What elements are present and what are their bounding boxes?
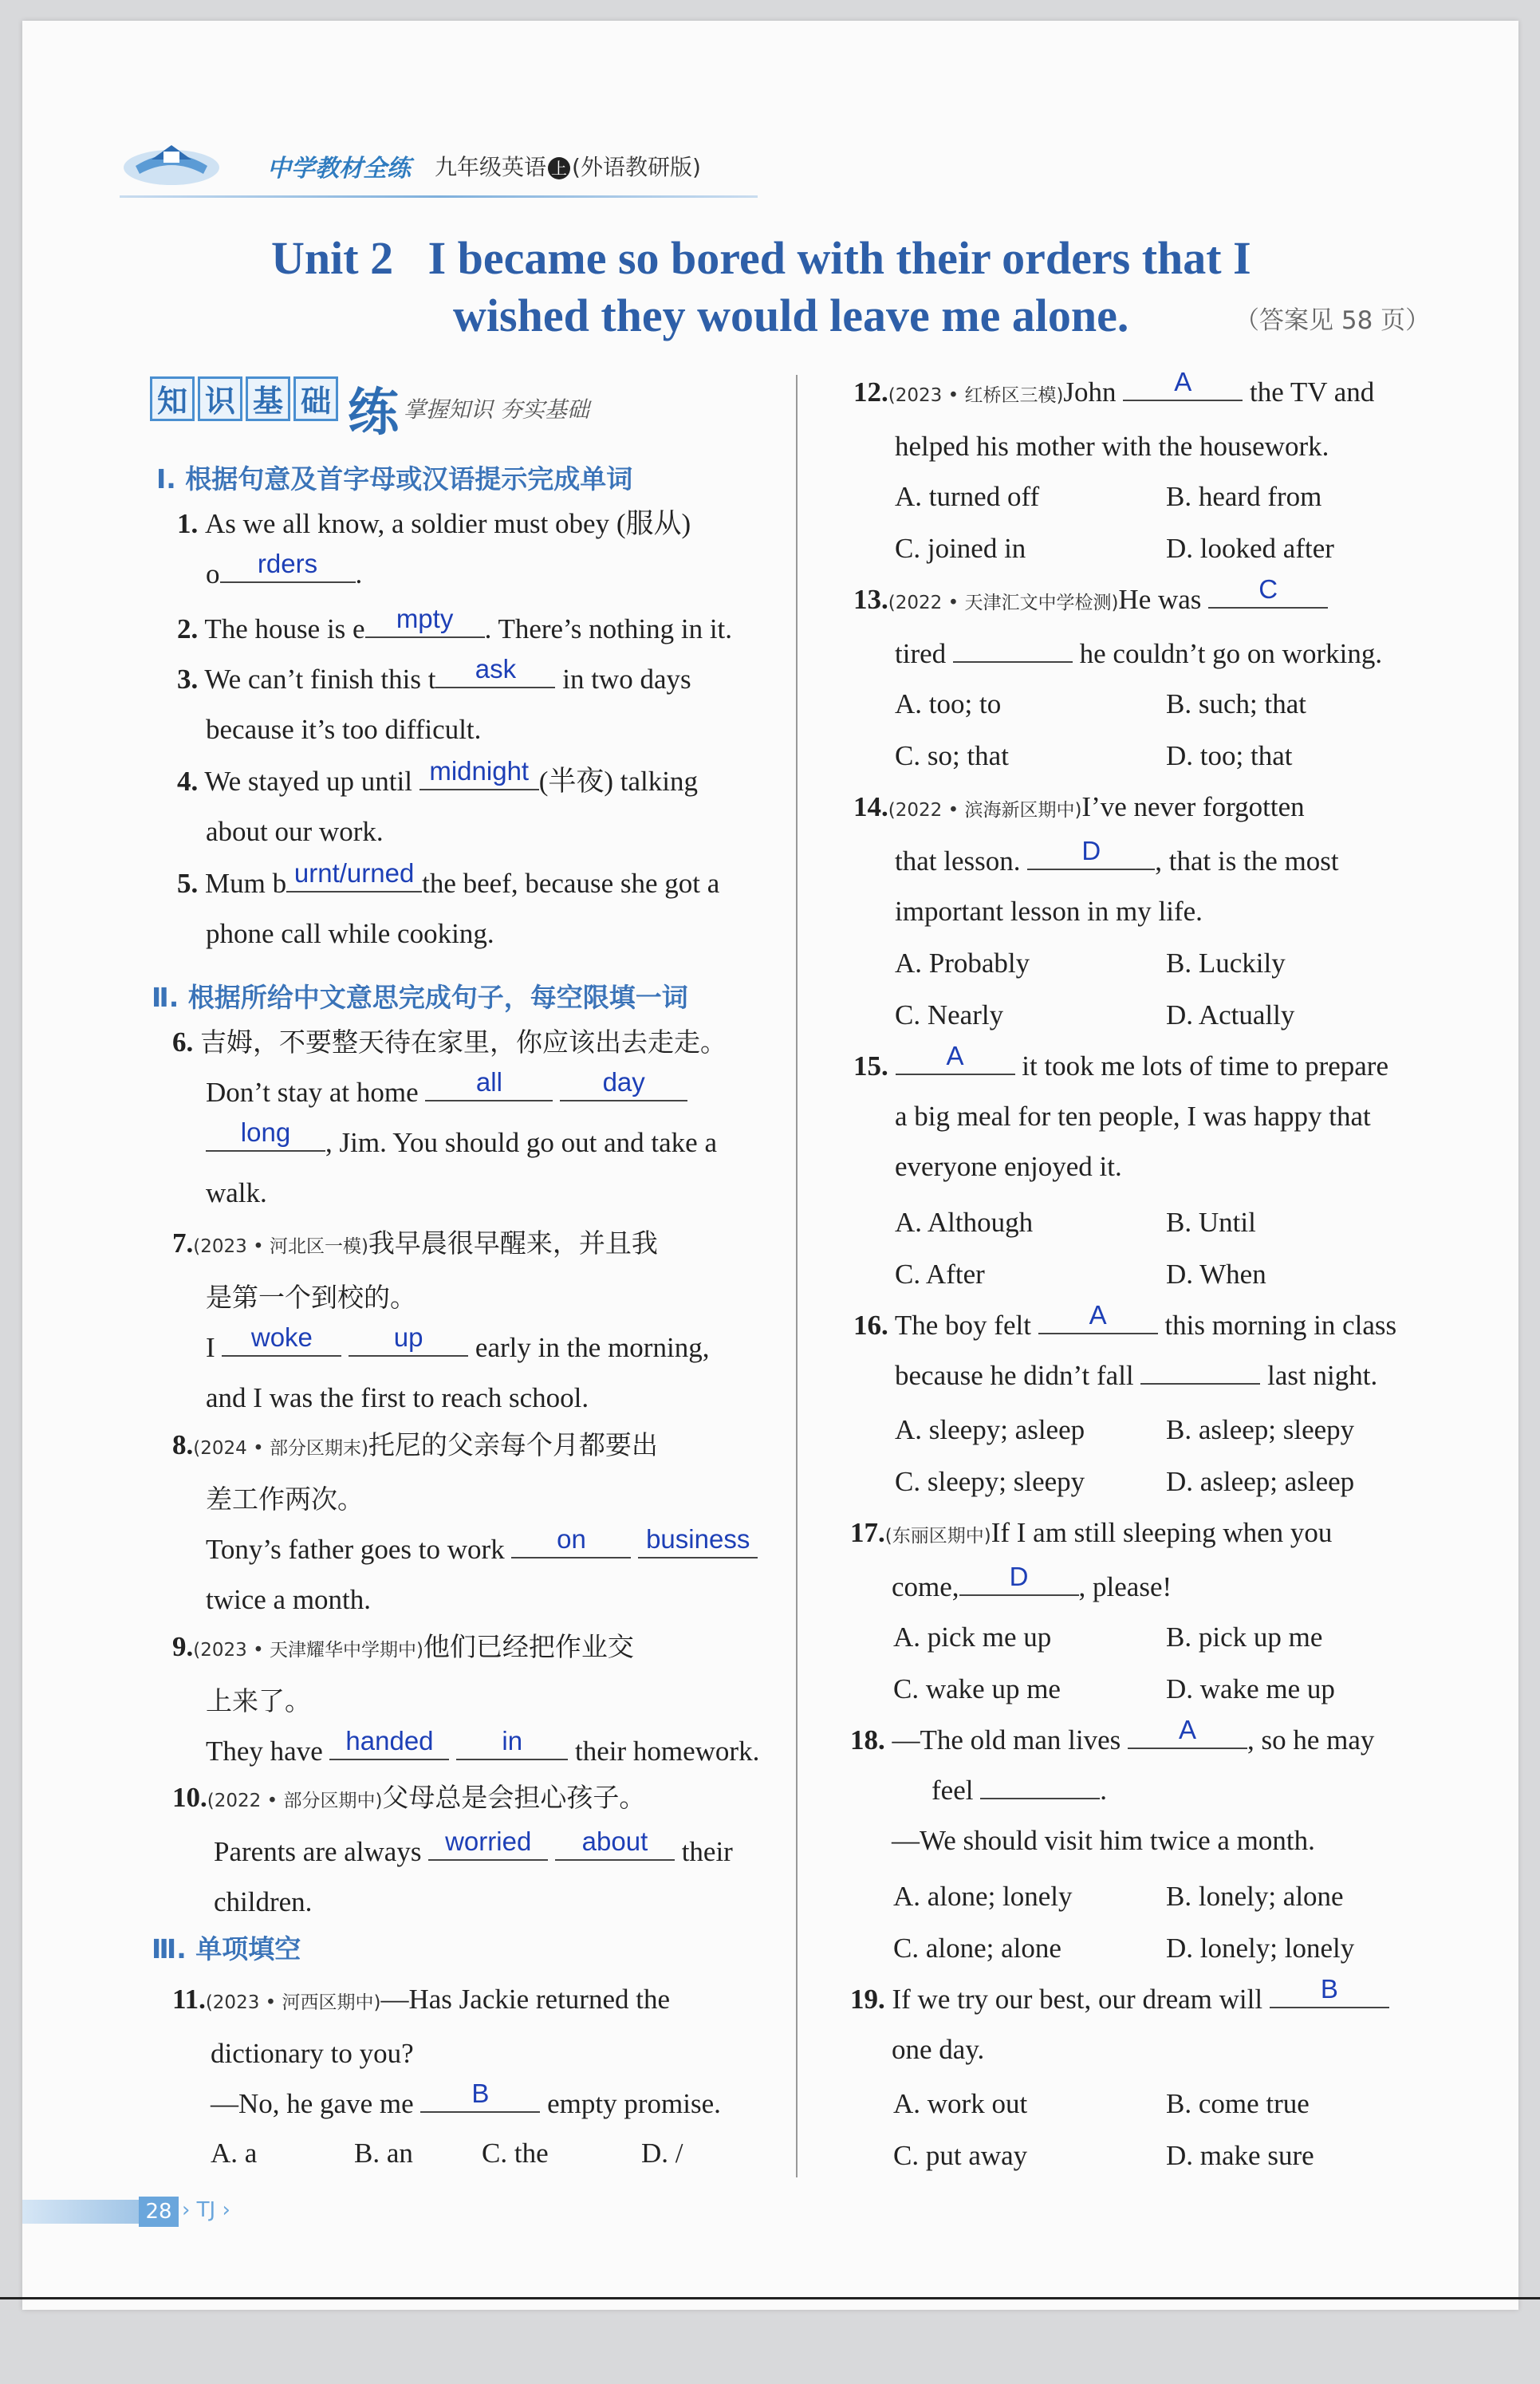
answer-blank[interactable] (1140, 1351, 1260, 1385)
question-3: 3. We can’t finish this t ask in two days because it’s too difficult. (177, 654, 691, 745)
series-name: 中学教材全练 (267, 155, 411, 183)
option[interactable]: A. Although (895, 1207, 1034, 1238)
option[interactable]: D. too; that (1166, 740, 1293, 771)
answer-blank[interactable]: midnight (419, 757, 539, 790)
question-10: 10.(2022 • 部分区期中)父母总是会担心孩子。 Parents are always worried about their children. (172, 1782, 733, 1917)
answer-blank[interactable]: business (638, 1525, 758, 1558)
question-13: 13.(2022 • 天津汇文中学检测)He was C tired he couldn’t go on working. (853, 574, 1383, 669)
option[interactable]: B. come true (1166, 2088, 1310, 2119)
banner-char: 基 (246, 376, 290, 421)
answer-blank[interactable]: on (511, 1525, 631, 1558)
question-1: 1. As we all know, a soldier must obey (服从) o rders . (177, 508, 691, 589)
answer-blank[interactable]: all (425, 1068, 553, 1101)
option[interactable]: B. lonely; alone (1166, 1881, 1344, 1912)
answer-blank[interactable]: up (349, 1323, 468, 1357)
option[interactable]: D. / (641, 2138, 683, 2169)
option[interactable]: C. After (895, 1259, 985, 1290)
question-15: 15. A it took me lots of time to prepare a big meal for ten people, I was happy that everyone enjoyed it. (853, 1041, 1389, 1182)
answer-blank[interactable]: D (1027, 837, 1155, 870)
answer-blank[interactable]: woke (222, 1323, 341, 1357)
banner-char: 础 (293, 376, 338, 421)
option[interactable]: D. When (1166, 1259, 1266, 1290)
answer-blank[interactable]: D (959, 1562, 1079, 1596)
footer-bar (22, 2200, 142, 2224)
answer-blank[interactable]: B (420, 2079, 540, 2113)
question-7: 7.(2023 • 河北区一模)我早晨很早醒来，并且我 是第一个到校的。 I woke up early in the morning, and I was the first to reach school. (172, 1227, 710, 1413)
question-2: 2. The house is e mpty . There’s nothing in it. (177, 604, 733, 644)
unit-title-line1: Unit 2 I became so bored with their orders that I (271, 232, 1251, 284)
page-number: 28 (139, 2197, 179, 2227)
question-9: 9.(2023 • 天津耀华中学期中)他们已经把作业交 上来了。 They have handed in their homework. (172, 1631, 760, 1767)
column-divider (796, 375, 798, 2177)
answer-blank[interactable]: A (1123, 368, 1243, 401)
option[interactable]: A. alone; lonely (893, 1881, 1073, 1912)
footer-label: › TJ › (182, 2198, 230, 2222)
page-footer (22, 2193, 262, 2228)
page-header (120, 142, 774, 190)
answer-blank[interactable]: A (896, 1042, 1015, 1075)
option[interactable]: D. Actually (1166, 999, 1295, 1030)
scan-edge (0, 2297, 1540, 2299)
grade-label: 九年级英语 上 (外语教研版) (435, 154, 701, 180)
question-11: 11.(2023 • 河西区期中)—Has Jackie returned the dictionary to you? —No, he gave me B empty promise. (172, 1984, 721, 2119)
answer-blank[interactable]: worried (428, 1827, 548, 1861)
part2-heading: Ⅱ. 根据所给中文意思完成句子，每空限填一词 (152, 982, 688, 1013)
option[interactable]: B. Until (1166, 1207, 1256, 1238)
answer-blank[interactable]: A (1038, 1301, 1158, 1334)
volume-badge: 上 (548, 157, 570, 179)
banner-slogan: 掌握知识 夯实基础 (404, 396, 589, 423)
option[interactable]: C. alone; alone (893, 1933, 1061, 1964)
answer-blank[interactable]: handed (329, 1727, 449, 1760)
question-4: 4. We stayed up until midnight (半夜) talking about our work. (177, 756, 699, 847)
answer-blank[interactable]: C (1208, 575, 1328, 609)
answer-blank[interactable]: ask (435, 655, 555, 688)
question-14: 14.(2022 • 滨海新区期中)I’ve never forgotten that lesson. D , that is the most important lesson in my life. (853, 791, 1339, 927)
part3-heading: Ⅲ. 单项填空 (152, 1933, 301, 1964)
option[interactable]: A. work out (893, 2088, 1028, 2119)
option[interactable]: D. wake me up (1166, 1673, 1335, 1704)
option[interactable]: D. lonely; lonely (1166, 1933, 1355, 1964)
answer-blank[interactable]: mpty (365, 605, 485, 638)
option[interactable]: D. make sure (1166, 2140, 1314, 2171)
part1-heading: Ⅰ. 根据句意及首字母或汉语提示完成单词 (156, 463, 633, 495)
question-6: 6. 吉姆，不要整天待在家里，你应该出去走走。 Don’t stay at home all day long , Jim. You should go out and take a walk. (172, 1026, 727, 1208)
question-19: 19. If we try our best, our dream will B one day. (850, 1974, 1459, 2075)
banner-lian: 练 (348, 383, 399, 443)
question-17: 17.(东丽区期中)If I am still sleeping when you come, D , please! (850, 1517, 1333, 1602)
option[interactable]: A. turned off (895, 481, 1040, 512)
answer-blank[interactable]: rders (220, 550, 356, 583)
option[interactable]: A. too; to (895, 688, 1002, 719)
option[interactable]: A. pick me up (893, 1622, 1052, 1653)
answer-blank[interactable] (953, 629, 1073, 663)
banner-char: 知 (150, 376, 195, 421)
answer-blank[interactable]: A (1128, 1716, 1247, 1749)
option[interactable]: C. the (482, 2138, 549, 2169)
answer-blank[interactable]: about (555, 1827, 675, 1861)
question-12: 12.(2023 • 红桥区三模)John A the TV and helped his mother with the housework. (853, 367, 1375, 462)
option[interactable]: C. wake up me (893, 1673, 1061, 1704)
answer-blank[interactable]: urnt/urned (286, 859, 422, 893)
question-16: 16. The boy felt A this morning in class because he didn’t fall last night. (853, 1300, 1397, 1391)
banner-char: 识 (198, 376, 242, 421)
header-divider (120, 195, 758, 198)
option[interactable]: B. Luckily (1166, 948, 1286, 979)
question-18: 18. —The old man lives A , so he may feel . —We should visit him twice a month. (850, 1715, 1375, 1856)
answer-blank[interactable]: long (206, 1118, 325, 1152)
option[interactable]: C. put away (893, 2140, 1028, 2171)
option[interactable]: C. sleepy; sleepy (895, 1466, 1085, 1497)
option[interactable]: A. a (211, 2138, 258, 2169)
option[interactable]: B. heard from (1166, 481, 1322, 512)
option[interactable]: B. an (354, 2138, 413, 2169)
unit-title-line2: wished they would leave me alone. (453, 290, 1129, 341)
option[interactable]: B. pick up me (1166, 1622, 1323, 1653)
answer-blank[interactable] (980, 1766, 1100, 1799)
option[interactable]: A. Probably (895, 948, 1030, 979)
section-banner (150, 376, 668, 443)
answer-blank[interactable]: B (1270, 1975, 1389, 2008)
option[interactable]: C. joined in (895, 533, 1026, 564)
option[interactable]: B. asleep; sleepy (1166, 1414, 1355, 1445)
option[interactable]: D. asleep; asleep (1166, 1466, 1355, 1497)
answer-blank[interactable]: in (456, 1727, 568, 1760)
option[interactable]: A. sleepy; asleep (895, 1414, 1085, 1445)
option[interactable]: B. such; that (1166, 688, 1306, 719)
option[interactable]: C. so; that (895, 740, 1009, 771)
option[interactable]: D. looked after (1166, 533, 1334, 564)
answer-blank[interactable]: day (560, 1068, 687, 1101)
option[interactable]: C. Nearly (895, 999, 1004, 1030)
answer-reference: （答案见 58 页） (1235, 306, 1431, 335)
book-logo-icon (120, 128, 223, 191)
question-8: 8.(2024 • 部分区期末)托尼的父亲每个月都要出 差工作两次。 Tony’s father goes to work on business twice a month. (172, 1420, 770, 1625)
question-5: 5. Mum b urnt/urned the beef, because she got a phone call while cooking. (177, 858, 720, 949)
